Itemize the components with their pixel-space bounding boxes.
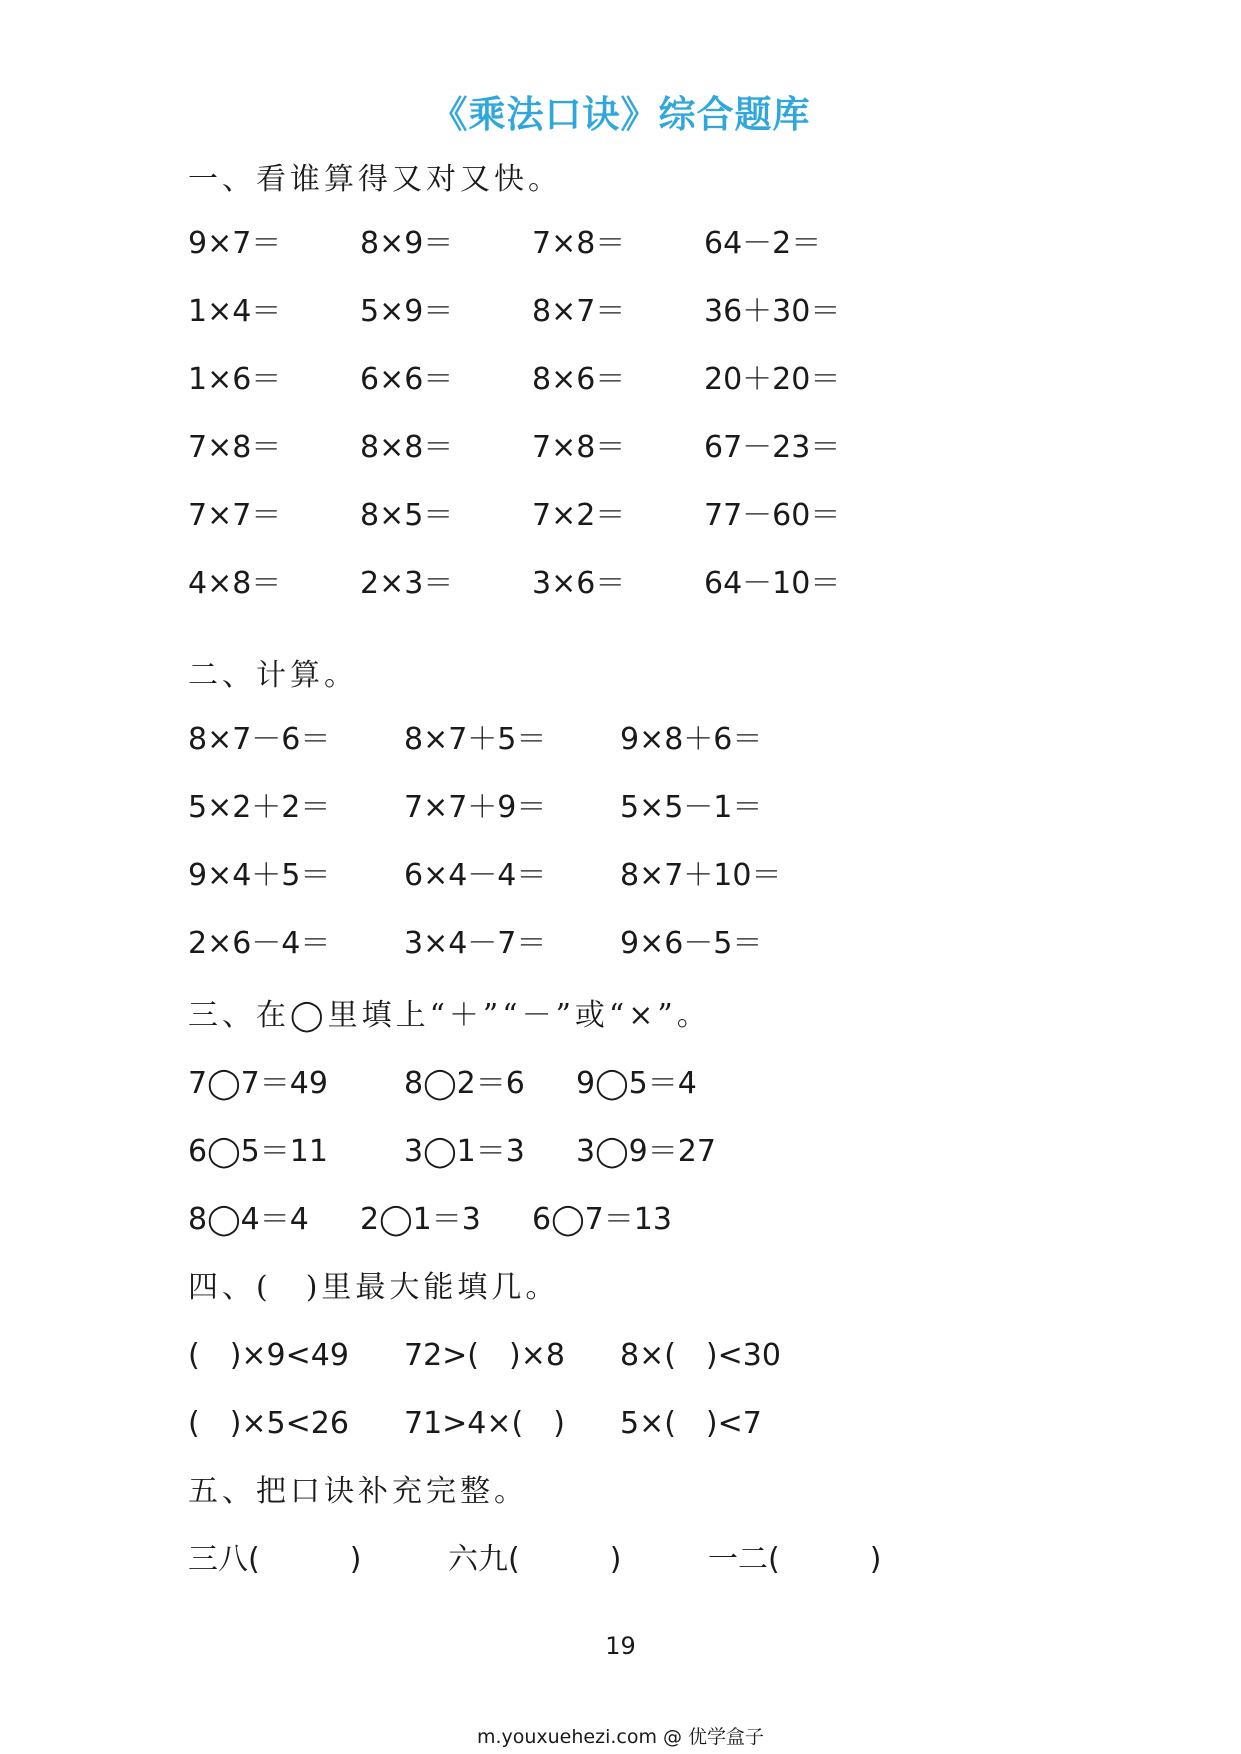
- problem: 5×5－1＝: [620, 790, 763, 825]
- section-4-heading: 四、( )里最大能填几。: [188, 1270, 560, 1305]
- problem: 6×4－4＝: [404, 858, 547, 893]
- problem: 8×7＋10＝: [620, 858, 782, 893]
- section-1-row-3: [188, 354, 1088, 397]
- section-1-row-6: [188, 558, 1088, 601]
- problem: 3×4－7＝: [404, 926, 547, 961]
- section-2-row-2: [188, 782, 1088, 825]
- problem: 5×2＋2＝: [188, 790, 331, 825]
- problem: 5×9＝: [360, 294, 454, 329]
- problem: 36＋30＝: [704, 294, 841, 329]
- problem: 7×7＋9＝: [404, 790, 547, 825]
- section-3-row-1: [188, 1058, 1088, 1101]
- problem: 六九( ): [448, 1542, 622, 1577]
- section-2-row-4: [188, 918, 1088, 961]
- problem: 64－2＝: [704, 226, 822, 261]
- page-title: 《乘法口诀》综合题库: [430, 93, 811, 136]
- problem: 8×7－6＝: [188, 722, 331, 757]
- footer-source: m.youxuehezi.com @ 优学盒子: [476, 1726, 765, 1748]
- section-1-row-5: [188, 490, 1088, 533]
- section-2-row-1: [188, 714, 1088, 757]
- section-2-heading: 二、计算。: [188, 658, 358, 693]
- problem: 4×8＝: [188, 566, 282, 601]
- problem: 7×7＝: [188, 498, 282, 533]
- problem: 一二( ): [708, 1542, 882, 1577]
- problem: 9×6－5＝: [620, 926, 763, 961]
- problem: 7◯7＝49: [188, 1066, 328, 1101]
- problem: 3◯1＝3: [404, 1134, 525, 1169]
- section-3-row-3: [188, 1194, 1088, 1237]
- section-1-row-2: [188, 286, 1088, 329]
- section-1-heading: 一、看谁算得又对又快。: [188, 162, 562, 197]
- section-1-row-4: [188, 422, 1088, 465]
- section-3-heading: 三、在◯里填上“＋”“－”或“×”。: [188, 998, 711, 1033]
- section-3-row-2: [188, 1126, 1088, 1169]
- problem: ( )×5<26: [188, 1406, 349, 1441]
- problem: 8◯2＝6: [404, 1066, 525, 1101]
- problem: 9×4＋5＝: [188, 858, 331, 893]
- problem: 7×8＝: [188, 430, 282, 465]
- problem: 72>( )×8: [404, 1338, 565, 1373]
- problem: 2◯1＝3: [360, 1202, 481, 1237]
- problem: 8×8＝: [360, 430, 454, 465]
- problem: 9◯5＝4: [576, 1066, 697, 1101]
- problem: 1×6＝: [188, 362, 282, 397]
- problem: 8×7＝: [532, 294, 626, 329]
- problem: 9×8＋6＝: [620, 722, 763, 757]
- problem: 8×9＝: [360, 226, 454, 261]
- problem: 三八( ): [188, 1542, 362, 1577]
- problem: 6◯5＝11: [188, 1134, 328, 1169]
- problem: 71>4×( ): [404, 1406, 565, 1441]
- section-1-row-1: [188, 218, 1088, 261]
- section-5-heading: 五、把口诀补充完整。: [188, 1474, 528, 1509]
- section-4-row-2: [188, 1398, 1088, 1441]
- problem: 7×2＝: [532, 498, 626, 533]
- problem: 9×7＝: [188, 226, 282, 261]
- problem: ( )×9<49: [188, 1338, 349, 1373]
- problem: 6◯7＝13: [532, 1202, 672, 1237]
- problem: 20＋20＝: [704, 362, 841, 397]
- problem: 3◯9＝27: [576, 1134, 716, 1169]
- problem: 5×( )<7: [620, 1406, 762, 1441]
- page-number: 19: [605, 1632, 636, 1660]
- section-2-row-3: [188, 850, 1088, 893]
- problem: 7×8＝: [532, 226, 626, 261]
- problem: 8×6＝: [532, 362, 626, 397]
- problem: 8×( )<30: [620, 1338, 781, 1373]
- problem: 3×6＝: [532, 566, 626, 601]
- section-5-row-1: [188, 1534, 1088, 1577]
- problem: 1×4＝: [188, 294, 282, 329]
- problem: 77－60＝: [704, 498, 841, 533]
- problem: 64－10＝: [704, 566, 841, 601]
- problem: 2×3＝: [360, 566, 454, 601]
- section-4-row-1: [188, 1330, 1088, 1373]
- problem: 8◯4＝4: [188, 1202, 309, 1237]
- problem: 6×6＝: [360, 362, 454, 397]
- problem: 67－23＝: [704, 430, 841, 465]
- problem: 8×5＝: [360, 498, 454, 533]
- problem: 2×6－4＝: [188, 926, 331, 961]
- problem: 7×8＝: [532, 430, 626, 465]
- problem: 8×7＋5＝: [404, 722, 547, 757]
